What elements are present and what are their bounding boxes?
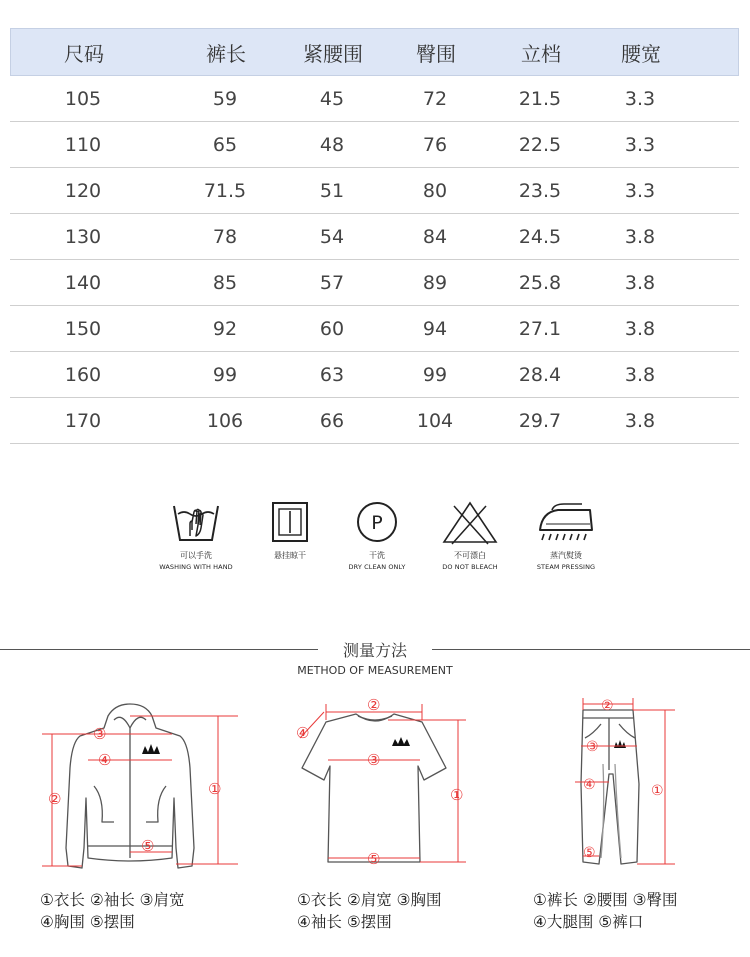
table-cell: 51	[319, 179, 345, 202]
tshirt-mark-5: ⑤	[367, 850, 381, 868]
pants-mark-2: ②	[601, 698, 614, 714]
table-cell: 106	[206, 409, 244, 432]
table-cell: 130	[64, 225, 102, 248]
table-cell: 3.8	[624, 317, 656, 340]
tshirt-mark-1: ①	[450, 786, 464, 804]
table-cell: 160	[64, 363, 102, 386]
tshirt-mark-2: ②	[367, 696, 381, 714]
table-cell: 3.3	[624, 133, 656, 156]
table-cell: 99	[422, 363, 448, 386]
method-title-cn: 测量方法	[342, 641, 407, 660]
care-label-en: DO NOT BLEACH	[442, 563, 498, 571]
care-hang-dry	[240, 500, 340, 561]
tshirt-caption-line2: ④袖长 ⑤摆围	[297, 913, 392, 931]
table-cell: 63	[319, 363, 345, 386]
jacket-outline	[66, 704, 194, 868]
pants-mark-5: ⑤	[583, 845, 596, 861]
table-cell: 3.8	[624, 363, 656, 386]
tshirt-mark-4: ④	[296, 724, 310, 742]
table-cell: 85	[212, 271, 238, 294]
table-cell: 94	[422, 317, 448, 340]
tshirt-caption	[297, 889, 442, 933]
care-label-cn: 蒸汽熨烫	[550, 551, 582, 560]
jacket-mark-4: ④	[98, 751, 112, 769]
table-cell: 72	[422, 87, 448, 110]
jacket-caption-line1: ①衣长 ②袖长 ③肩宽	[40, 891, 185, 909]
care-label-cn: 干洗	[369, 551, 385, 560]
table-cell: 65	[212, 133, 238, 156]
care-label-en: STEAM PRESSING	[536, 563, 596, 571]
table-cell: 3.3	[624, 87, 656, 110]
care-steam-iron	[516, 500, 616, 571]
tshirt-measure-lines	[300, 704, 466, 862]
table-row	[10, 214, 739, 260]
jacket-crown-logo	[142, 744, 160, 754]
tshirt-caption-line1: ①衣长 ②肩宽 ③胸围	[297, 891, 442, 909]
table-cell: 120	[64, 179, 102, 202]
table-cell: 48	[319, 133, 345, 156]
table-cell: 21.5	[518, 87, 562, 110]
table-cell: 23.5	[518, 179, 562, 202]
table-row	[10, 306, 739, 352]
table-cell: 57	[319, 271, 345, 294]
size-table	[10, 28, 739, 444]
tshirt-diagram	[288, 694, 478, 874]
tshirt-crown-logo	[392, 737, 410, 746]
hand-wash-icon	[166, 500, 226, 546]
table-cell: 92	[212, 317, 238, 340]
table-cell: 24.5	[518, 225, 562, 248]
dry-clean-icon	[347, 500, 407, 546]
method-title	[0, 638, 750, 677]
no-bleach-icon	[440, 500, 500, 546]
pants-mark-1: ①	[651, 783, 664, 799]
table-cell: 76	[422, 133, 448, 156]
jacket-mark-1: ①	[208, 780, 222, 798]
table-cell: 84	[422, 225, 448, 248]
table-cell: 27.1	[518, 317, 562, 340]
header-size: 尺码	[64, 41, 104, 66]
method-title-en: METHOD OF MEASUREMENT	[297, 664, 453, 677]
dry-clean-symbol: P	[371, 512, 383, 534]
care-label-en: DRY CLEAN ONLY	[348, 563, 406, 571]
table-row	[10, 76, 739, 122]
steam-iron-icon	[534, 500, 598, 546]
table-cell: 104	[416, 409, 454, 432]
care-no-bleach	[420, 500, 520, 571]
jacket-mark-2: ②	[48, 790, 62, 808]
header-rise: 立档	[521, 41, 561, 66]
table-cell: 89	[422, 271, 448, 294]
table-cell: 3.8	[624, 409, 656, 432]
pants-mark-3: ③	[586, 739, 599, 755]
care-label-cn: 悬挂晾干	[274, 551, 306, 560]
header-waistband: 腰宽	[621, 41, 661, 66]
jacket-diagram	[30, 698, 245, 878]
table-cell: 29.7	[518, 409, 562, 432]
care-label-en: WASHING WITH HAND	[159, 563, 233, 571]
pants-mark-4: ④	[583, 777, 596, 793]
jacket-caption-line2: ④胸围 ⑤摆围	[40, 913, 135, 931]
jacket-caption	[40, 889, 185, 933]
table-cell: 3.8	[624, 225, 656, 248]
table-row	[10, 168, 739, 214]
table-cell: 140	[64, 271, 102, 294]
table-row	[10, 398, 739, 444]
table-cell: 25.8	[518, 271, 562, 294]
table-cell: 54	[319, 225, 345, 248]
table-row	[10, 122, 739, 168]
header-hip: 臀围	[416, 41, 456, 66]
pants-caption	[533, 889, 678, 933]
hang-dry-icon	[260, 500, 320, 546]
table-cell: 150	[64, 317, 102, 340]
table-row	[10, 352, 739, 398]
size-table-header	[10, 28, 739, 76]
care-label-cn: 不可漂白	[454, 551, 486, 560]
table-cell: 28.4	[518, 363, 562, 386]
table-cell: 78	[212, 225, 238, 248]
table-cell: 80	[422, 179, 448, 202]
table-cell: 170	[64, 409, 102, 432]
jacket-mark-5: ⑤	[141, 837, 155, 855]
table-cell: 60	[319, 317, 345, 340]
table-cell: 3.8	[624, 271, 656, 294]
care-label-cn: 可以手洗	[180, 551, 212, 560]
care-dry-clean	[327, 500, 427, 571]
header-waist: 紧腰围	[303, 41, 363, 66]
table-cell: 110	[64, 133, 102, 156]
header-pants-length: 裤长	[206, 41, 246, 66]
table-cell: 105	[64, 87, 102, 110]
table-row	[10, 260, 739, 306]
pants-caption-line1: ①裤长 ②腰围 ③臀围	[533, 891, 678, 909]
pants-crown-logo	[614, 740, 626, 748]
tshirt-mark-3: ③	[367, 751, 381, 769]
tshirt-outline	[302, 714, 446, 862]
pants-diagram	[565, 694, 680, 876]
table-cell: 3.3	[624, 179, 656, 202]
table-cell: 71.5	[203, 179, 247, 202]
pants-caption-line2: ④大腿围 ⑤裤口	[533, 913, 644, 931]
table-cell: 99	[212, 363, 238, 386]
table-cell: 59	[212, 87, 238, 110]
jacket-mark-3: ③	[93, 725, 107, 743]
table-cell: 66	[319, 409, 345, 432]
care-hand-wash	[146, 500, 246, 571]
table-cell: 45	[319, 87, 345, 110]
table-cell: 22.5	[518, 133, 562, 156]
